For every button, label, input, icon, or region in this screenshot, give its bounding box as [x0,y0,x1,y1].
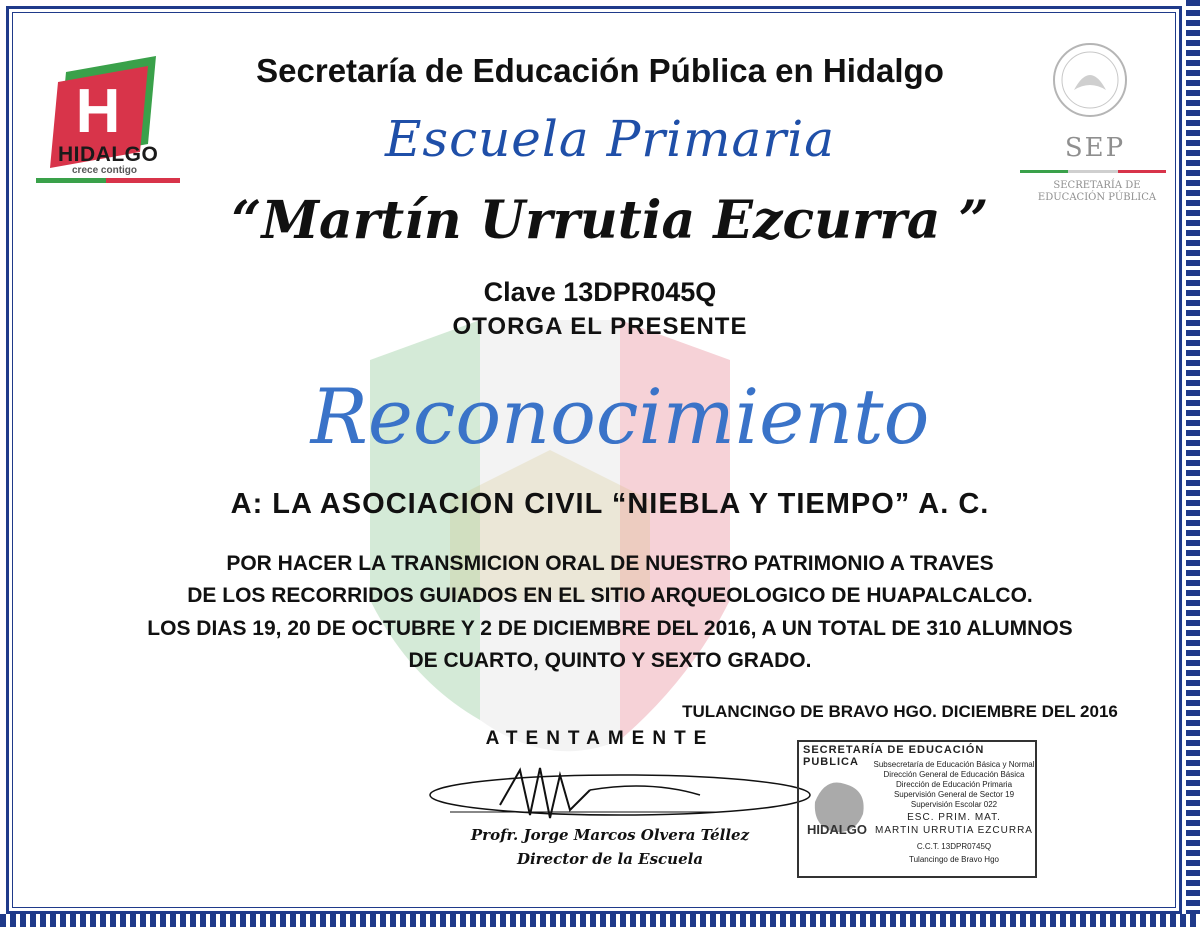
school-name: “Martín Urrutia Ezcurra ” [231,190,989,251]
stamp-line: Dirección General de Educación Básica [883,770,1025,779]
award-reason-line: DE CUARTO, QUINTO Y SEXTO GRADO. [408,649,812,672]
stamp-line: C.C.T. 13DPR0745Q [916,842,992,851]
stamp-line: MARTIN URRUTIA EZCURRA [875,825,1033,836]
hidalgo-logo-letter: H [75,77,121,146]
school-shield-watermark [330,300,770,770]
award-reason-line: POR HACER LA TRANSMICION ORAL DE NUESTRO PATRIMONIO A TRAVES [226,552,994,575]
stamp-line: Dirección de Educación Primaria [895,780,1013,789]
sep-acronym: SEP [1064,133,1126,163]
stamp-line: Subsecretaría de Educación Básica y Normal [873,760,1035,769]
stamp-line: ESC. PRIM. MAT. [907,812,1001,823]
closing-salutation: ATENTAMENTE [485,728,715,749]
director-signature [420,760,820,830]
signer-name: Profr. Jorge Marcos Olvera Téllez [470,826,750,844]
award-reason-line: DE LOS RECORRIDOS GUIADOS EN EL SITIO ARQUEOLOGICO DE HUAPALCALCO. [187,584,1033,607]
school-code: Clave 13DPR045Q [483,277,717,307]
place-and-date: TULANCINGO DE BRAVO HGO. DICIEMBRE DEL 2016 [682,702,1118,721]
issuer-title: Secretaría de Educación Pública en Hidalgo [256,52,944,89]
award-title: Reconocimiento [310,372,930,461]
bottom-edge-stripe [0,914,1200,927]
hidalgo-logo-tagline: crece contigo [72,165,138,176]
stamp-title: SECRETARÍA DE EDUCACIÓN PUBLICA [803,744,985,768]
mexico-coat-of-arms-icon [1050,40,1130,120]
sep-subtitle-line1: SECRETARÍA DE [1053,180,1141,191]
award-recipient: A: LA ASOCIACION CIVIL “NIEBLA Y TIEMPO” A. C. [230,488,990,520]
official-stamp [797,740,1037,878]
stamp-line: Supervisión General de Sector 19 [893,790,1015,799]
school-type: Escuela Primaria [384,110,836,168]
sep-tricolor-bar [1020,170,1166,173]
stamp-line: Tulancingo de Bravo Hgo [909,855,999,864]
right-edge-stripe [1186,0,1200,927]
hidalgo-logo-word: HIDALGO [58,143,159,166]
grants-heading: OTORGA EL PRESENTE [452,313,748,340]
sep-subtitle [1022,180,1172,204]
signer-role: Director de la Escuela [516,850,704,868]
sep-subtitle-line2: EDUCACIÓN PÚBLICA [1037,192,1157,203]
stamp-seal-word: HIDALGO [807,822,867,837]
award-reason-line: LOS DIAS 19, 20 DE OCTUBRE Y 2 DE DICIEMBRE DEL 2016, A UN TOTAL DE 310 ALUMNOS [147,617,1073,640]
stamp-line: Supervisión Escolar 022 [910,800,998,809]
